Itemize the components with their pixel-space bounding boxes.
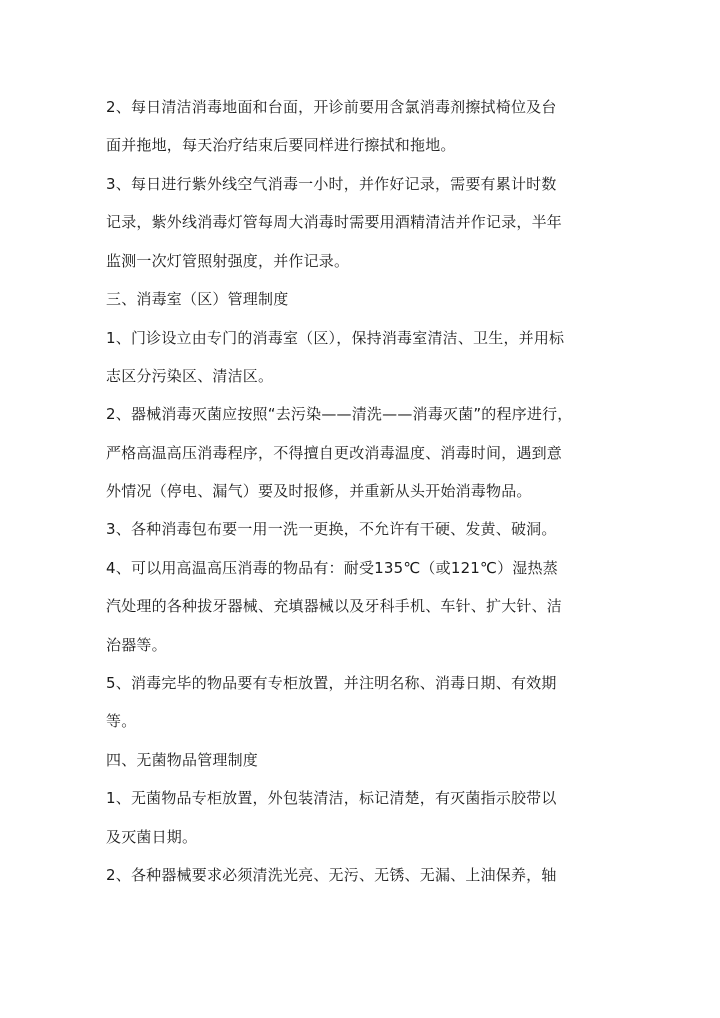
paragraph-line: 3、每日进行紫外线空气消毒一小时，并作好记录，需要有累计时数 xyxy=(106,175,557,193)
paragraph-line: 5、消毒完毕的物品要有专柜放置，并注明名称、消毒日期、有效期 xyxy=(106,674,557,692)
paragraph-line: 面并拖地，每天治疗结束后要同样进行擦拭和拖地。 xyxy=(106,136,456,154)
paragraph-line: 等。 xyxy=(106,712,137,730)
paragraph-line: 记录，紫外线消毒灯管每周大消毒时需要用酒精清洁并作记录，半年 xyxy=(106,213,563,231)
paragraph-line: 3、各种消毒包布要一用一洗一更换，不允许有干硬、发黄、破洞。 xyxy=(106,520,557,538)
paragraph-line: 汽处理的各种拔牙器械、充填器械以及牙科手机、车针、扩大针、洁 xyxy=(106,597,563,615)
paragraph-line: 2、器械消毒灭菌应按照“去污染——清洗——消毒灭菌”的程序进行， xyxy=(106,405,573,423)
paragraph-line: 外情况（停电、漏气）要及时报修，并重新从头开始消毒物品。 xyxy=(106,482,532,500)
paragraph-line: 监测一次灯管照射强度，并作记录。 xyxy=(106,252,350,270)
section-heading: 三、消毒室（区）管理制度 xyxy=(106,290,289,308)
paragraph-line: 1、门诊设立由专门的消毒室（区），保持消毒室清洁、卫生，并用标 xyxy=(106,329,565,347)
paragraph-line: 2、每日清洁消毒地面和台面，开诊前要用含氯消毒剂擦拭椅位及台 xyxy=(106,98,557,116)
section-heading: 四、无菌物品管理制度 xyxy=(106,751,259,769)
paragraph-line: 2、各种器械要求必须清洗光亮、无污、无锈、无漏、上油保养，轴 xyxy=(106,866,557,884)
paragraph-line: 4、可以用高温高压消毒的物品有：耐受135℃（或121℃）湿热蒸 xyxy=(106,559,558,577)
paragraph-line: 治器等。 xyxy=(106,636,167,654)
paragraph-line: 1、无菌物品专柜放置，外包装清洁，标记清楚，有灭菌指示胶带以 xyxy=(106,789,557,807)
paragraph-line: 志区分污染区、清洁区。 xyxy=(106,367,274,385)
paragraph-line: 严格高温高压消毒程序，不得擅自更改消毒温度、消毒时间，遇到意 xyxy=(106,444,563,462)
paragraph-line: 及灭菌日期。 xyxy=(106,828,198,846)
